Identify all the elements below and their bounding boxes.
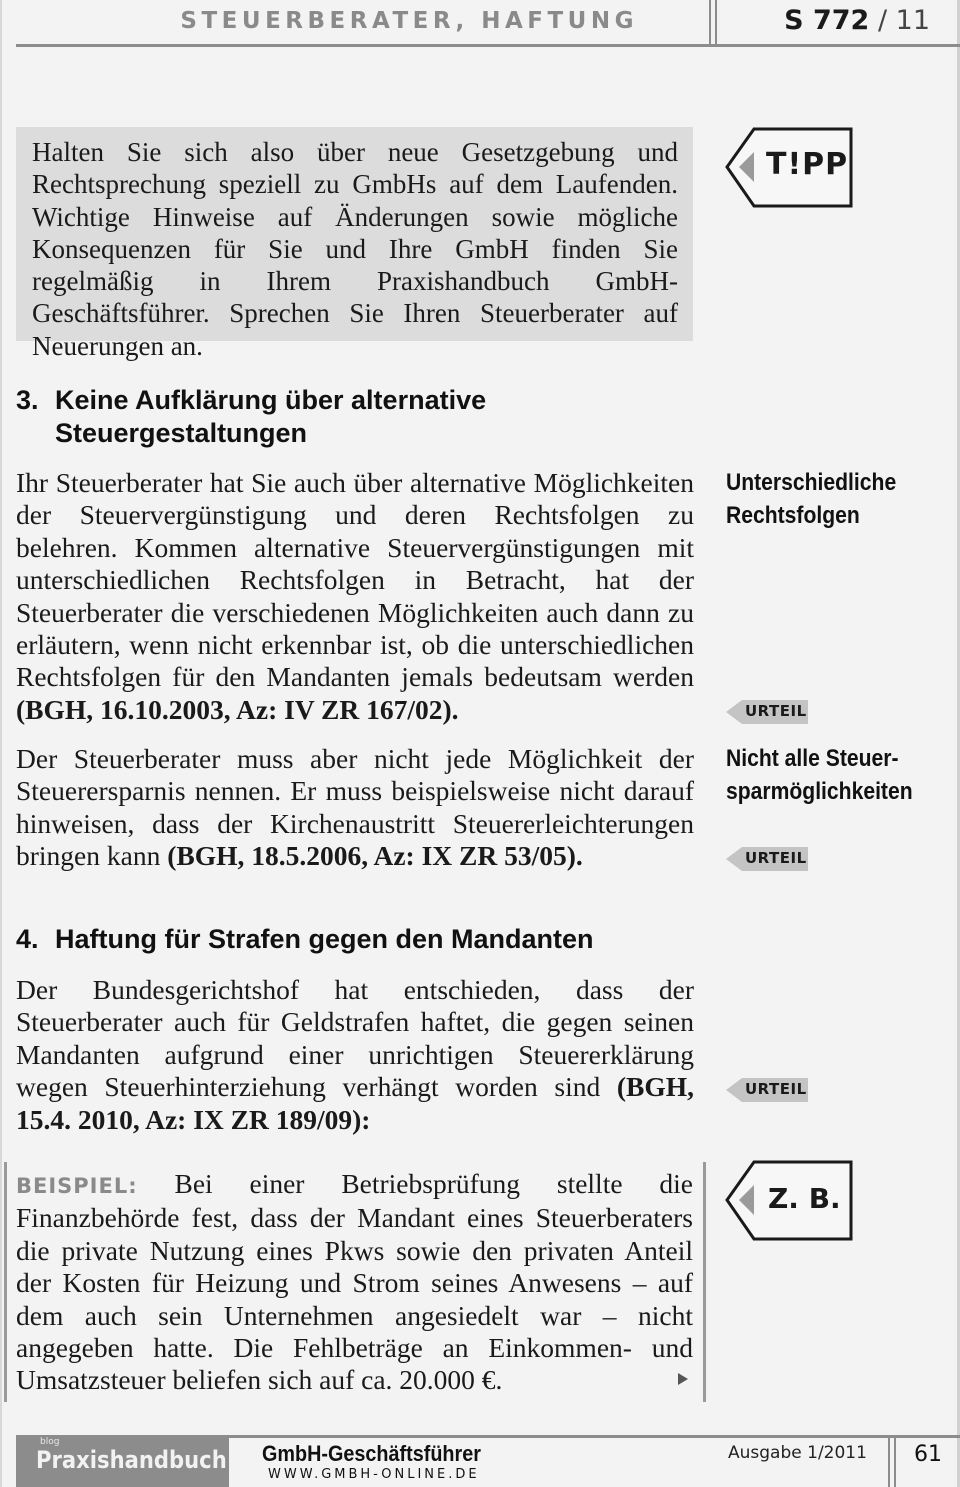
example-label: BEISPIEL: bbox=[16, 1174, 138, 1198]
brand-name: Praxishandbuch bbox=[36, 1446, 227, 1474]
section-number: 3. bbox=[16, 385, 39, 415]
document-code bbox=[784, 5, 930, 36]
paragraph-penalties bbox=[16, 974, 694, 1136]
paragraph-not-all bbox=[16, 743, 694, 873]
example-box bbox=[4, 1162, 706, 1402]
urteil-badge bbox=[726, 1078, 808, 1102]
urteil-badge bbox=[726, 847, 808, 871]
court-citation: (BGH, 18.5.2006, Az: IX ZR 53/05). bbox=[167, 840, 583, 872]
footer-divider bbox=[888, 1435, 896, 1487]
urteil-label: URTEIL bbox=[745, 1080, 807, 1098]
paragraph-alternatives bbox=[16, 467, 694, 726]
tipp-tag-icon bbox=[725, 127, 853, 209]
section-heading-3 bbox=[16, 384, 486, 450]
code-page: 11 bbox=[895, 5, 930, 36]
zb-tag-icon bbox=[725, 1160, 853, 1242]
paragraph-text: Der Bundesgerichtshof hat entschieden, dass der Steuerberater auch für Geldstrafen haftet, die gegen seinen Mandanten aufgrund einer unrichtigen Steuererklärung wegen Steuerhinterziehung verhängt worden sind bbox=[16, 974, 694, 1103]
margin-note-line: Unterschiedliche bbox=[726, 469, 897, 496]
code-separator: / bbox=[877, 5, 888, 36]
court-citation: (BGH, 15.4. 2010, Az: IX ZR 189/09): bbox=[16, 1071, 694, 1135]
urteil-label: URTEIL bbox=[745, 702, 807, 720]
issue-label: Ausgabe 1/2011 bbox=[728, 1443, 867, 1463]
section-title: STEUERBERATER, HAFTUNG bbox=[180, 8, 638, 34]
court-citation: (BGH, 16.10.2003, Az: IV ZR 167/02). bbox=[16, 693, 459, 725]
page-number: 61 bbox=[914, 1442, 942, 1467]
paragraph-text: Der Steuerberater muss aber nicht jede Möglichkeit der Steuerersparnis nennen. Er muss beispielsweise nicht darauf hinweisen, dass der Kirchenaustritt Steuererleichterungen bringen kann bbox=[16, 743, 694, 872]
page-edge-left bbox=[0, 0, 2, 1487]
urteil-badge bbox=[726, 700, 808, 724]
section-title-line2: Steuergestaltungen bbox=[55, 418, 308, 448]
urteil-label: URTEIL bbox=[745, 849, 807, 867]
publication-title: GmbH-Geschäftsführer bbox=[262, 1441, 481, 1466]
margin-note-rechtsfolgen bbox=[726, 467, 896, 532]
example-text: Bei einer Betriebsprüfung stellte die Finanzbehörde fest, dass der Mandant eines Steuerberaters die private Nutzung eines Pkws sowie den privaten Anteil der Kosten für Heizung und Strom seines Anwesens – auf dem auch sein Unternehmen angesiedelt war – nicht angegeben hatte. Die Fehlbeträge an Einkommen- und Umsatzsteuer beliefen sich auf ca. 20.000 €. bbox=[16, 1168, 693, 1396]
section-heading-4 bbox=[16, 923, 594, 956]
margin-note-line: Nicht alle Steuer- bbox=[726, 745, 899, 772]
margin-note-line: Rechtsfolgen bbox=[726, 501, 860, 529]
section-title-line1: Haftung für Strafen gegen den Mandanten bbox=[55, 924, 594, 954]
section-title-line1: Keine Aufklärung über alternative bbox=[55, 385, 487, 415]
tip-text: Halten Sie sich also über neue Gesetzgebung und Rechtsprechung speziell zu GmbHs auf dem Laufenden. Wichtige Hinweise auf Änderungen sowie mögliche Konsequenzen für Sie und Ihre GmbH finden Sie regelmäßig in Ihrem Praxishandbuch GmbH-Geschäftsführer. Sprechen Sie Ihren Steuerberater auf Neuerungen an. bbox=[32, 137, 678, 361]
section-number: 4. bbox=[16, 924, 39, 954]
margin-note-steuerspar bbox=[726, 743, 913, 808]
example-bar-left bbox=[4, 1162, 7, 1402]
header-divider bbox=[709, 0, 717, 47]
header-rule bbox=[16, 44, 960, 47]
page-header bbox=[16, 0, 960, 48]
code-number: S 772 bbox=[784, 5, 870, 36]
page-footer bbox=[16, 1435, 960, 1487]
margin-note-line: sparmöglichkeiten bbox=[726, 777, 913, 805]
tipp-label: T!PP bbox=[766, 147, 849, 182]
tip-box bbox=[16, 127, 693, 361]
zb-label: Z. B. bbox=[768, 1182, 841, 1215]
brand-block bbox=[16, 1435, 229, 1487]
continue-arrow-icon bbox=[678, 1373, 688, 1385]
example-bar-right bbox=[703, 1162, 706, 1402]
blog-label: blog bbox=[40, 1437, 60, 1447]
website-link[interactable]: WWW.GMBH-ONLINE.DE bbox=[268, 1467, 480, 1482]
paragraph-text: Ihr Steuerberater hat Sie auch über alternative Möglichkeiten der Steuervergünstigung und deren Rechtsfolgen zu belehren. Kommen alternative Steuervergünstigungen mit unterschiedlichen Rechtsfolgen in Betracht, hat der Steuerberater die verschiedenen Möglichkeiten auch dann zu erläutern, wenn nicht erkennbar ist, ob die unterschiedlichen Rechtsfolgen für den Mandanten jemals bedeutsam werden bbox=[16, 467, 694, 693]
